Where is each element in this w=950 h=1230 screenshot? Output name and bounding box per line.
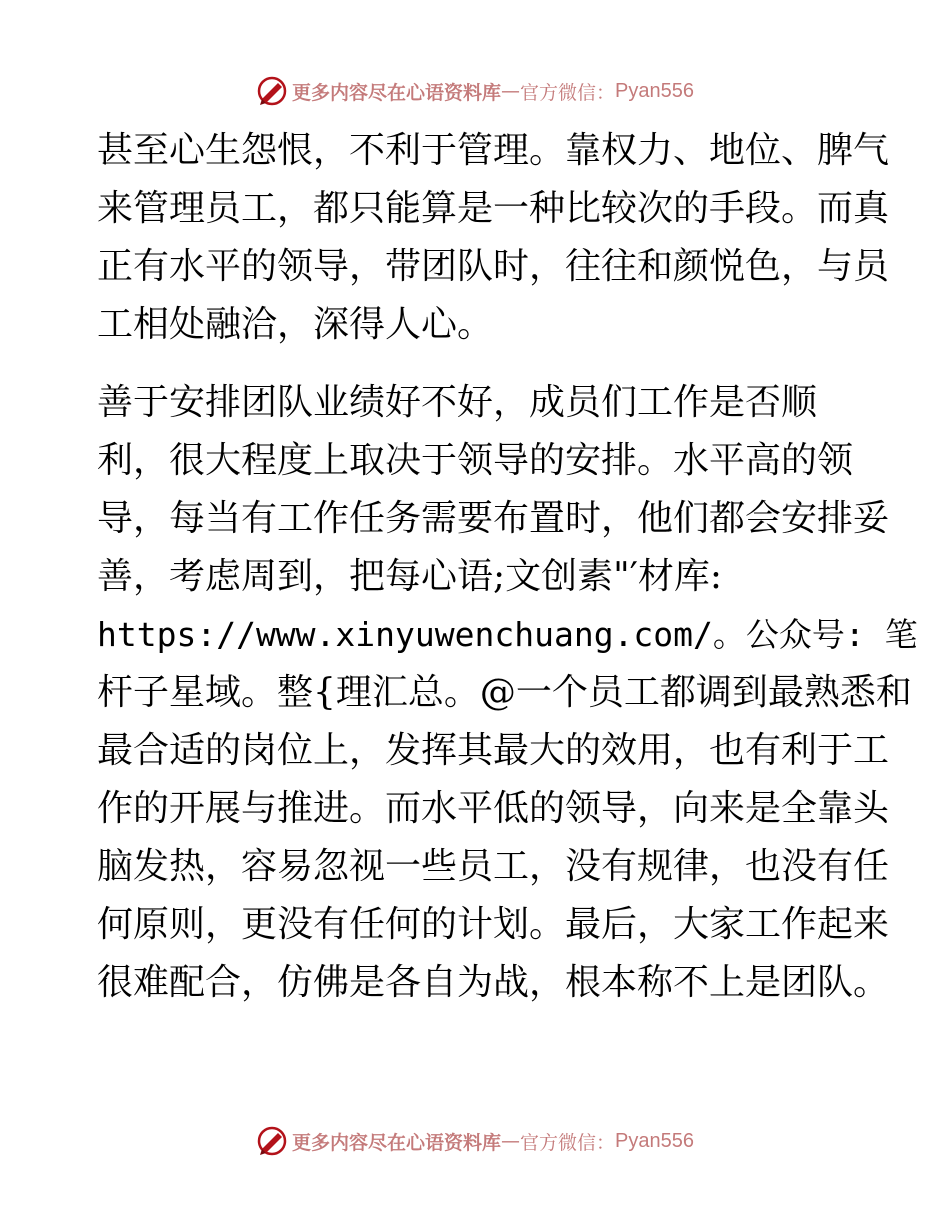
footer-brand-text: 更多内容尽在心语资料库 xyxy=(292,1131,502,1154)
paragraph-2 xyxy=(97,374,918,1012)
pen-logo-icon xyxy=(256,75,288,107)
header-brand-text: 更多内容尽在心语资料库 xyxy=(292,81,502,104)
text-line: 甚至心生怨恨，不利于管理。靠权力、地位、脾气 xyxy=(97,130,890,171)
text-line: 何原则，更没有任何的计划。最后，大家工作起来 xyxy=(97,904,890,945)
footer-wechat-id: Pyan556 xyxy=(615,1129,694,1152)
text-line: 善于安排团队业绩好不好，成员们工作是否顺 xyxy=(97,382,818,423)
text-line: 善，考虑周到，把每心语;文创素"′材库: xyxy=(97,556,722,597)
text-line: 脑发热，容易忽视一些员工，没有规律，也没有任 xyxy=(97,846,890,887)
pen-logo-icon xyxy=(256,1125,288,1157)
text-line: 最合适的岗位上，发挥其最大的效用，也有利于工 xyxy=(97,730,890,771)
text-line: 工相处融洽，深得人心。 xyxy=(97,304,494,345)
text-line: 来管理员工，都只能算是一种比较次的手段。而真 xyxy=(97,188,890,229)
paragraph-1 xyxy=(97,122,890,354)
footer-separator: — xyxy=(501,1130,521,1152)
footer-wechat-label: 官方微信： xyxy=(520,1131,616,1154)
header-separator: — xyxy=(501,80,521,102)
text-line: https://www.xinyuwenchuang.com/。公众号: 笔 xyxy=(97,615,918,654)
header-wechat-label: 官方微信： xyxy=(520,81,616,104)
text-line: 导，每当有工作任务需要布置时，他们都会安排妥 xyxy=(97,498,890,539)
document-body xyxy=(97,122,918,1012)
text-line: 利，很大程度上取决于领导的安排。水平高的领 xyxy=(97,440,854,481)
text-line: 很难配合，仿佛是各自为战，根本称不上是团队。 xyxy=(97,962,890,1003)
footer-banner xyxy=(0,1121,950,1161)
header-banner xyxy=(0,71,950,111)
text-line: 正有水平的领导，带团队时，往往和颜悦色，与员 xyxy=(97,246,890,287)
text-line: 杆子星域。整{理汇总。@一个员工都调到最熟悉和 xyxy=(97,672,912,713)
header-wechat-id: Pyan556 xyxy=(615,79,694,102)
text-line: 作的开展与推进。而水平低的领导，向来是全靠头 xyxy=(97,788,890,829)
